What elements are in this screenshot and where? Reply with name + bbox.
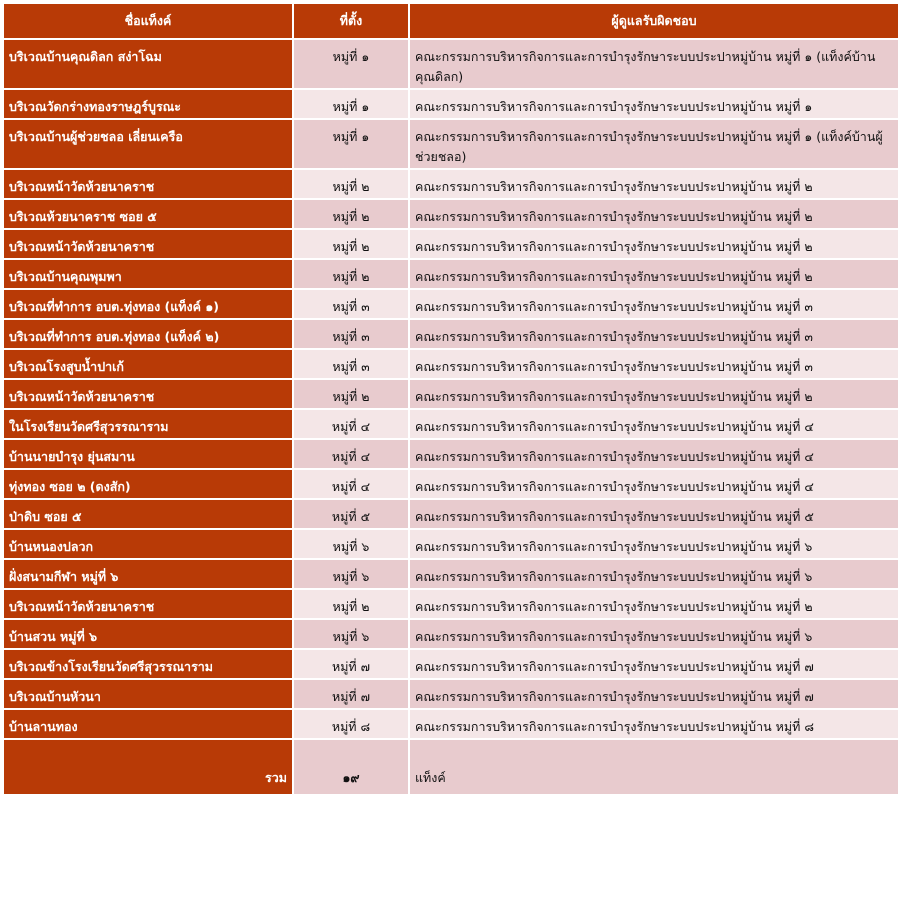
tank-name-cell: บ้านหนองปลวก (4, 530, 292, 558)
tank-name-cell: ในโรงเรียนวัดศรีสุวรรณาราม (4, 410, 292, 438)
responsible-cell: คณะกรรมการบริหารกิจการและการบำรุงรักษาระบบประปาหมู่บ้าน หมู่ที่ ๔ (410, 440, 898, 468)
responsible-cell: คณะกรรมการบริหารกิจการและการบำรุงรักษาระบบประปาหมู่บ้าน หมู่ที่ ๖ (410, 530, 898, 558)
location-cell: หมู่ที่ ๒ (294, 200, 408, 228)
location-cell: หมู่ที่ ๗ (294, 680, 408, 708)
table-row (4, 380, 898, 408)
table-row (4, 560, 898, 588)
location-cell: หมู่ที่ ๒ (294, 260, 408, 288)
responsible-cell: คณะกรรมการบริหารกิจการและการบำรุงรักษาระบบประปาหมู่บ้าน หมู่ที่ ๒ (410, 230, 898, 258)
responsible-cell: คณะกรรมการบริหารกิจการและการบำรุงรักษาระบบประปาหมู่บ้าน หมู่ที่ ๓ (410, 320, 898, 348)
location-cell: หมู่ที่ ๒ (294, 380, 408, 408)
tank-name-cell: บริเวณบ้านคุณดิลก สง่าโฉม (4, 40, 292, 88)
table-row (4, 650, 898, 678)
responsible-cell: คณะกรรมการบริหารกิจการและการบำรุงรักษาระบบประปาหมู่บ้าน หมู่ที่ ๓ (410, 290, 898, 318)
responsible-cell: คณะกรรมการบริหารกิจการและการบำรุงรักษาระบบประปาหมู่บ้าน หมู่ที่ ๒ (410, 380, 898, 408)
responsible-cell: คณะกรรมการบริหารกิจการและการบำรุงรักษาระบบประปาหมู่บ้าน หมู่ที่ ๑ (410, 90, 898, 118)
location-cell: หมู่ที่ ๒ (294, 170, 408, 198)
table-row (4, 90, 898, 118)
location-cell: หมู่ที่ ๓ (294, 350, 408, 378)
tank-name-cell: บ้านสวน หมู่ที่ ๖ (4, 620, 292, 648)
table-row (4, 530, 898, 558)
tank-name-cell: บริเวณโรงสูบน้ำปาเก้ (4, 350, 292, 378)
location-cell: หมู่ที่ ๓ (294, 290, 408, 318)
table-row (4, 710, 898, 738)
table-row (4, 350, 898, 378)
location-cell: หมู่ที่ ๑ (294, 40, 408, 88)
table-row (4, 440, 898, 468)
header-tank-name: ชื่อแท็งค์ (4, 4, 292, 38)
responsible-cell: คณะกรรมการบริหารกิจการและการบำรุงรักษาระบบประปาหมู่บ้าน หมู่ที่ ๒ (410, 590, 898, 618)
table-row (4, 410, 898, 438)
location-cell: หมู่ที่ ๗ (294, 650, 408, 678)
tank-name-cell: บ้านนายบำรุง ยุ่นสมาน (4, 440, 292, 468)
responsible-cell: คณะกรรมการบริหารกิจการและการบำรุงรักษาระบบประปาหมู่บ้าน หมู่ที่ ๖ (410, 620, 898, 648)
location-cell: หมู่ที่ ๑ (294, 90, 408, 118)
location-cell: หมู่ที่ ๖ (294, 560, 408, 588)
table-row (4, 230, 898, 258)
responsible-cell: คณะกรรมการบริหารกิจการและการบำรุงรักษาระบบประปาหมู่บ้าน หมู่ที่ ๑ (แท็งค์บ้านผู้ช่วยชลอ) (410, 120, 898, 168)
tank-name-cell: ฝั่งสนามกีฬา หมู่ที่ ๖ (4, 560, 292, 588)
responsible-cell: คณะกรรมการบริหารกิจการและการบำรุงรักษาระบบประปาหมู่บ้าน หมู่ที่ ๒ (410, 170, 898, 198)
tank-name-cell: ป่าดิบ ซอย ๕ (4, 500, 292, 528)
tank-name-cell: บริเวณที่ทำการ อบต.ทุ่งทอง (แท็งค์ ๒) (4, 320, 292, 348)
total-row (4, 740, 898, 794)
location-cell: หมู่ที่ ๒ (294, 230, 408, 258)
table-row (4, 290, 898, 318)
table-header-row (4, 4, 898, 38)
tank-name-cell: บริเวณหน้าวัดห้วยนาคราช (4, 380, 292, 408)
tank-name-cell: บริเวณหน้าวัดห้วยนาคราช (4, 170, 292, 198)
table-row (4, 200, 898, 228)
tank-name-cell: บริเวณห้วยนาคราช ซอย ๕ (4, 200, 292, 228)
responsible-cell: คณะกรรมการบริหารกิจการและการบำรุงรักษาระบบประปาหมู่บ้าน หมู่ที่ ๒ (410, 260, 898, 288)
location-cell: หมู่ที่ ๒ (294, 590, 408, 618)
table-row (4, 170, 898, 198)
tank-name-cell: บริเวณบ้านคุณพุมพา (4, 260, 292, 288)
responsible-cell: คณะกรรมการบริหารกิจการและการบำรุงรักษาระบบประปาหมู่บ้าน หมู่ที่ ๔ (410, 470, 898, 498)
tank-name-cell: บริเวณหน้าวัดห้วยนาคราช (4, 590, 292, 618)
responsible-cell: คณะกรรมการบริหารกิจการและการบำรุงรักษาระบบประปาหมู่บ้าน หมู่ที่ ๗ (410, 680, 898, 708)
location-cell: หมู่ที่ ๕ (294, 500, 408, 528)
responsible-cell: คณะกรรมการบริหารกิจการและการบำรุงรักษาระบบประปาหมู่บ้าน หมู่ที่ ๒ (410, 200, 898, 228)
location-cell: หมู่ที่ ๖ (294, 530, 408, 558)
table-row (4, 470, 898, 498)
total-label: รวม (4, 740, 292, 794)
location-cell: หมู่ที่ ๔ (294, 470, 408, 498)
tank-name-cell: บริเวณข้างโรงเรียนวัดศรีสุวรรณาราม (4, 650, 292, 678)
table-row (4, 680, 898, 708)
tank-name-cell: ทุ่งทอง ซอย ๒ (ดงสัก) (4, 470, 292, 498)
header-responsible: ผู้ดูแลรับผิดชอบ (410, 4, 898, 38)
location-cell: หมู่ที่ ๖ (294, 620, 408, 648)
table-row (4, 500, 898, 528)
table-row (4, 120, 898, 168)
table-row (4, 620, 898, 648)
responsible-cell: คณะกรรมการบริหารกิจการและการบำรุงรักษาระบบประปาหมู่บ้าน หมู่ที่ ๑ (แท็งค์บ้านคุณดิลก) (410, 40, 898, 88)
table-row (4, 260, 898, 288)
responsible-cell: คณะกรรมการบริหารกิจการและการบำรุงรักษาระบบประปาหมู่บ้าน หมู่ที่ ๔ (410, 410, 898, 438)
location-cell: หมู่ที่ ๓ (294, 320, 408, 348)
responsible-cell: คณะกรรมการบริหารกิจการและการบำรุงรักษาระบบประปาหมู่บ้าน หมู่ที่ ๓ (410, 350, 898, 378)
tank-name-cell: บ้านลานทอง (4, 710, 292, 738)
table-row (4, 40, 898, 88)
location-cell: หมู่ที่ ๔ (294, 410, 408, 438)
location-cell: หมู่ที่ ๔ (294, 440, 408, 468)
table-row (4, 590, 898, 618)
responsible-cell: คณะกรรมการบริหารกิจการและการบำรุงรักษาระบบประปาหมู่บ้าน หมู่ที่ ๗ (410, 650, 898, 678)
tank-name-cell: บริเวณบ้านหัวนา (4, 680, 292, 708)
tank-name-cell: บริเวณที่ทำการ อบต.ทุ่งทอง (แท็งค์ ๑) (4, 290, 292, 318)
location-cell: หมู่ที่ ๑ (294, 120, 408, 168)
tank-name-cell: บริเวณบ้านผู้ช่วยชลอ เลี่ยนเครือ (4, 120, 292, 168)
responsible-cell: คณะกรรมการบริหารกิจการและการบำรุงรักษาระบบประปาหมู่บ้าน หมู่ที่ ๖ (410, 560, 898, 588)
tank-name-cell: บริเวณหน้าวัดห้วยนาคราช (4, 230, 292, 258)
responsible-cell: คณะกรรมการบริหารกิจการและการบำรุงรักษาระบบประปาหมู่บ้าน หมู่ที่ ๕ (410, 500, 898, 528)
tank-name-cell: บริเวณวัดกร่างทองราษฎร์บูรณะ (4, 90, 292, 118)
table-row (4, 320, 898, 348)
total-count: ๑๙ (294, 740, 408, 794)
location-cell: หมู่ที่ ๘ (294, 710, 408, 738)
water-tank-table (2, 2, 900, 796)
total-unit: แท็งค์ (410, 740, 898, 794)
header-location: ที่ตั้ง (294, 4, 408, 38)
responsible-cell: คณะกรรมการบริหารกิจการและการบำรุงรักษาระบบประปาหมู่บ้าน หมู่ที่ ๘ (410, 710, 898, 738)
